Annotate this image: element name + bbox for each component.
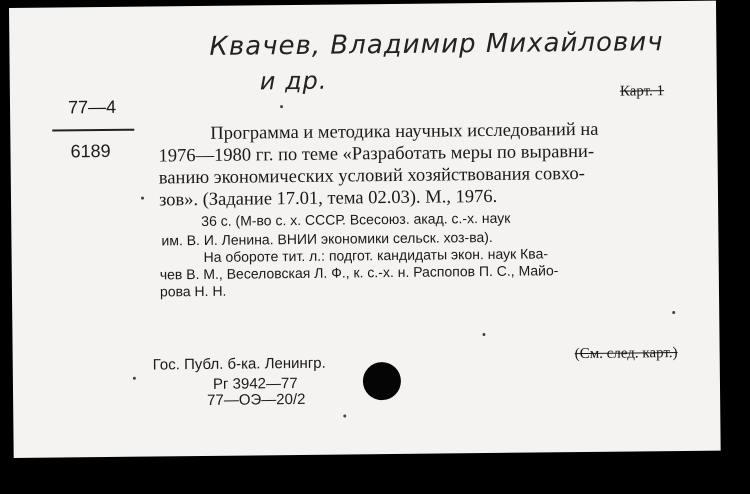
description-line: им. В. И. Ленина. ВНИИ экономики сельск. хоз-ва). (161, 228, 493, 249)
description-line: ванию экономических условий хозяйствования совхо- (158, 163, 585, 189)
catalog-card (9, 1, 721, 458)
dust-speck (672, 311, 675, 314)
dust-speck (482, 333, 485, 336)
see-next-card: (См. след. карт.) (574, 345, 678, 363)
accession-number: 6189 (70, 140, 111, 162)
registration-number: Рг 3942—77 (212, 374, 298, 393)
handwritten-author: Квачев, Владимир Михайлович (209, 27, 664, 62)
call-number: 77—4 (67, 96, 117, 118)
registration-code: 77—ОЭ—20/2 (207, 390, 306, 409)
handwritten-suffix: и др. (259, 66, 328, 96)
library-stamp: Гос. Публ. б-ка. Ленингр. (152, 354, 326, 374)
call-number-rule (52, 129, 134, 132)
dust-speck (280, 105, 283, 108)
dust-speck (343, 414, 346, 417)
description-line: 1976—1980 гг. по теме «Разработать меры по выравни- (158, 141, 595, 167)
description-line: Программа и методика научных исследований на (210, 119, 599, 144)
description-line: рова Н. Н. (159, 282, 227, 300)
description-line: На обороте тит. л.: подгот. кандидаты экон. наук Ква- (203, 245, 549, 265)
description-line: 36 с. (М-во с. х. СССР. Всесоюз. акад. с.-х. наук (201, 209, 511, 229)
dust-speck (133, 377, 136, 380)
card-number: Карт. 1 (619, 83, 665, 100)
description-line: чев В. М., Веселовская Л. Ф., к. с.-х. н. Распопов П. С., Майо- (159, 262, 559, 283)
punch-hole (363, 362, 401, 400)
description-line: зов». (Задание 17.01, тема 02.03). М., 1976. (158, 186, 498, 211)
dust-speck (141, 197, 144, 200)
